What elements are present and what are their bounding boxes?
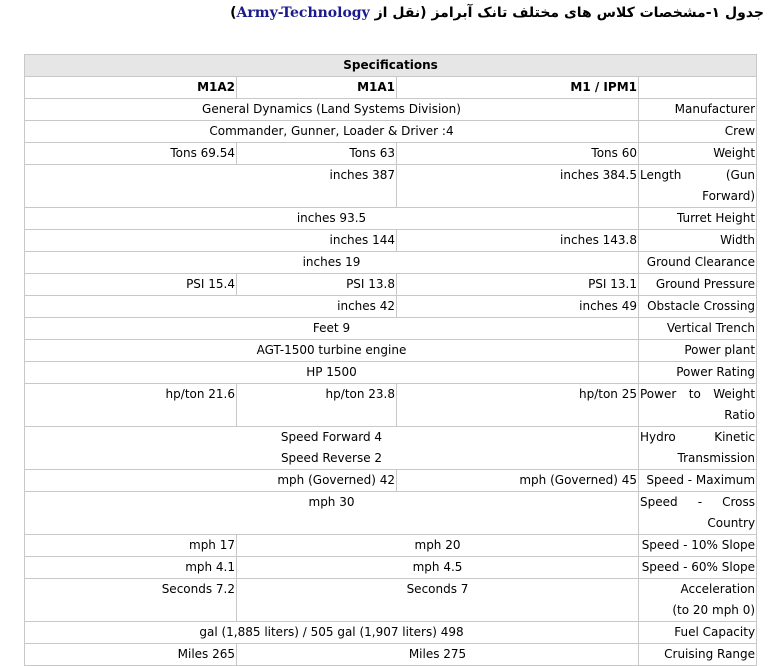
vertical-trench-label: Vertical Trench bbox=[639, 318, 757, 340]
table-row bbox=[25, 208, 757, 230]
accel-m1a2: Seconds 7.2 bbox=[25, 579, 237, 622]
power-plant-label: Power plant bbox=[639, 340, 757, 362]
turret-height-value: inches 93.5 bbox=[25, 208, 639, 230]
table-row bbox=[25, 579, 757, 622]
speed-max-m1: mph (Governed) 45 bbox=[397, 470, 639, 492]
speed-max-label: Speed - Maximum bbox=[639, 470, 757, 492]
crew-label: Crew bbox=[639, 121, 757, 143]
speed-cross-label-c: Cross bbox=[722, 495, 756, 509]
table-row bbox=[25, 274, 757, 296]
crew-value: Commander, Gunner, Loader & Driver :4 bbox=[25, 121, 639, 143]
caption-text: جدول ۱-مشخصات کلاس های مختلف تانک آبرامز (نقل از bbox=[374, 5, 764, 21]
slope10-m1a2: mph 17 bbox=[25, 535, 237, 557]
width-m1a: inches 144 bbox=[25, 230, 397, 252]
transmission-reverse: Speed Reverse 2 bbox=[280, 451, 383, 465]
accel-label bbox=[639, 579, 757, 622]
table-row bbox=[25, 99, 757, 121]
weight-m1a2: Tons 69.54 bbox=[25, 143, 237, 165]
table-row bbox=[25, 470, 757, 492]
table-row bbox=[25, 492, 757, 535]
range-m1a2: Miles 265 bbox=[25, 644, 237, 666]
vertical-trench-value: Feet 9 bbox=[25, 318, 639, 340]
specifications-table bbox=[24, 54, 757, 666]
weight-label: Weight bbox=[639, 143, 757, 165]
range-label: Cruising Range bbox=[639, 644, 757, 666]
fuel-label: Fuel Capacity bbox=[639, 622, 757, 644]
range-rest: Miles 275 bbox=[237, 644, 639, 666]
power-rating-value: HP 1500 bbox=[25, 362, 639, 384]
length-label bbox=[639, 165, 757, 208]
table-row bbox=[25, 143, 757, 165]
table-row bbox=[25, 427, 757, 470]
slope60-label: Speed - 60% Slope bbox=[639, 557, 757, 579]
table-row bbox=[25, 340, 757, 362]
ptw-label-c: Weight bbox=[713, 387, 756, 401]
column-header-m1a2: M1A2 bbox=[25, 77, 237, 99]
caption-source: Army-Technology bbox=[236, 5, 370, 21]
slope10-label: Speed - 10% Slope bbox=[639, 535, 757, 557]
length-m1: inches 384.5 bbox=[397, 165, 639, 208]
length-label-a: Length bbox=[640, 168, 682, 182]
table-row bbox=[25, 384, 757, 427]
speed-cross-label bbox=[639, 492, 757, 535]
column-header-label bbox=[639, 77, 757, 99]
table-row bbox=[25, 362, 757, 384]
slope60-rest: mph 4.5 bbox=[237, 557, 639, 579]
ground-clearance-value: inches 19 bbox=[25, 252, 639, 274]
speed-cross-label-b: - bbox=[697, 495, 703, 509]
table-row bbox=[25, 318, 757, 340]
table-header-row bbox=[25, 77, 757, 99]
ptw-m1a1: hp/ton 23.8 bbox=[237, 384, 397, 427]
length-m1a: inches 387 bbox=[25, 165, 397, 208]
column-header-m1: M1 / IPM1 bbox=[397, 77, 639, 99]
width-label: Width bbox=[639, 230, 757, 252]
table-row bbox=[25, 557, 757, 579]
table-row bbox=[25, 252, 757, 274]
obstacle-m1a: inches 42 bbox=[25, 296, 397, 318]
width-m1: inches 143.8 bbox=[397, 230, 639, 252]
ptw-label bbox=[639, 384, 757, 427]
turret-height-label: Turret Height bbox=[639, 208, 757, 230]
obstacle-m1: inches 49 bbox=[397, 296, 639, 318]
manufacturer-value: General Dynamics (Land Systems Division) bbox=[25, 99, 639, 121]
manufacturer-label: Manufacturer bbox=[639, 99, 757, 121]
speed-cross-label-a: Speed bbox=[640, 495, 678, 509]
table-row bbox=[25, 296, 757, 318]
weight-m1a1: Tons 63 bbox=[237, 143, 397, 165]
transmission-forward: Speed Forward 4 bbox=[280, 430, 383, 444]
caption-suffix: ) bbox=[230, 5, 237, 21]
slope10-rest: mph 20 bbox=[237, 535, 639, 557]
transmission-label-c: Transmission bbox=[677, 451, 756, 465]
obstacle-label: Obstacle Crossing bbox=[639, 296, 757, 318]
ptw-label-d: Ratio bbox=[724, 408, 756, 422]
accel-rest: Seconds 7 bbox=[237, 579, 639, 622]
transmission-label-a: Hydro bbox=[640, 430, 676, 444]
ground-pressure-m1: PSI 13.1 bbox=[397, 274, 639, 296]
table-row bbox=[25, 121, 757, 143]
ground-pressure-m1a1: PSI 13.8 bbox=[237, 274, 397, 296]
speed-cross-value: mph 30 bbox=[25, 492, 639, 535]
ptw-m1a2: hp/ton 21.6 bbox=[25, 384, 237, 427]
table-row bbox=[25, 55, 757, 77]
length-label-c: Forward) bbox=[702, 189, 756, 203]
ptw-label-b: to bbox=[688, 387, 701, 401]
slope60-m1a2: mph 4.1 bbox=[25, 557, 237, 579]
ground-clearance-label: Ground Clearance bbox=[639, 252, 757, 274]
table-row bbox=[25, 535, 757, 557]
transmission-label-b: Kinetic bbox=[714, 430, 756, 444]
column-header-m1a1: M1A1 bbox=[237, 77, 397, 99]
table-row bbox=[25, 230, 757, 252]
accel-label-b: (to 20 mph 0) bbox=[672, 603, 756, 617]
table-row bbox=[25, 622, 757, 644]
table-caption bbox=[230, 0, 764, 26]
speed-max-m1a: mph (Governed) 42 bbox=[25, 470, 397, 492]
transmission-label bbox=[639, 427, 757, 470]
table-row bbox=[25, 165, 757, 208]
ptw-m1: hp/ton 25 bbox=[397, 384, 639, 427]
ptw-label-a: Power bbox=[640, 387, 677, 401]
accel-label-a: Acceleration bbox=[680, 582, 756, 596]
fuel-value: gal (1,885 liters) / 505 gal (1,907 liters) 498 bbox=[25, 622, 639, 644]
ground-pressure-m1a2: PSI 15.4 bbox=[25, 274, 237, 296]
ground-pressure-label: Ground Pressure bbox=[639, 274, 757, 296]
weight-m1: Tons 60 bbox=[397, 143, 639, 165]
transmission-value bbox=[25, 427, 639, 470]
length-label-b: (Gun bbox=[725, 168, 756, 182]
table-row bbox=[25, 644, 757, 666]
power-plant-value: AGT-1500 turbine engine bbox=[25, 340, 639, 362]
table-title: Specifications bbox=[25, 55, 757, 77]
speed-cross-label-d: Country bbox=[707, 516, 756, 530]
power-rating-label: Power Rating bbox=[639, 362, 757, 384]
